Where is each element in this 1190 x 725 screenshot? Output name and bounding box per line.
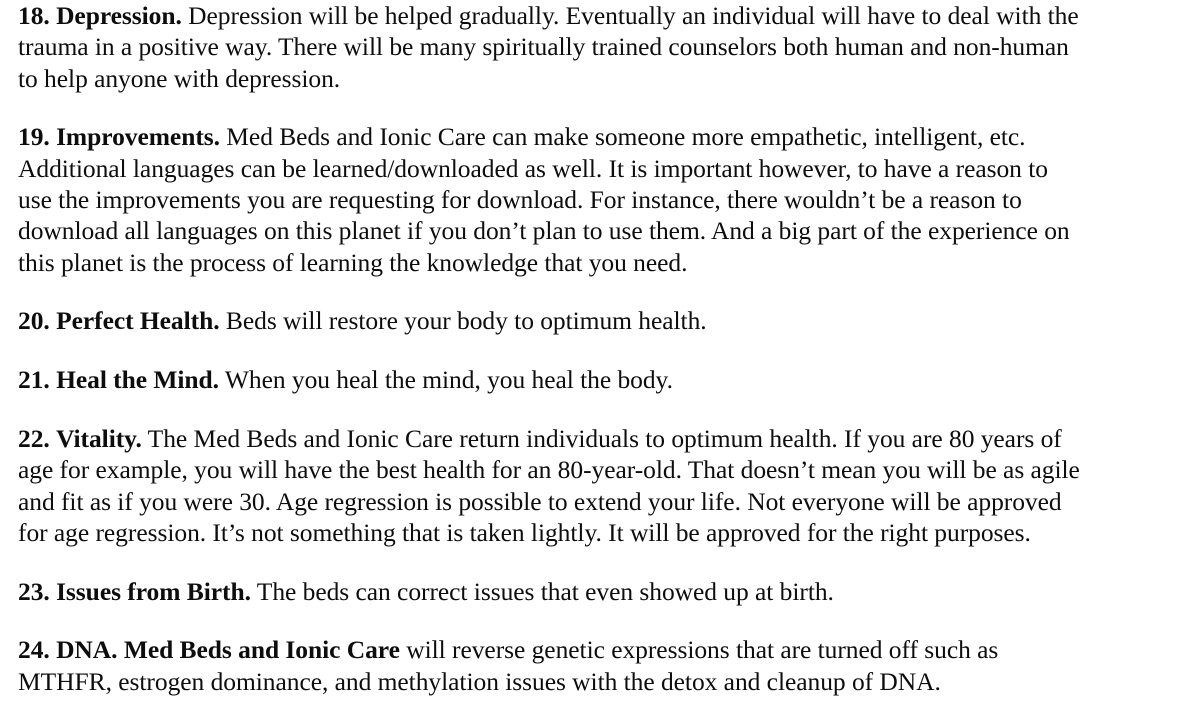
item-number: 24.: [18, 635, 50, 665]
list-item-18: [18, 0, 1190, 94]
item-heading: Vitality.: [56, 423, 142, 453]
list-item-20: [18, 305, 1190, 336]
item-line: MTHFR, estrogen dominance, and methylation issues with the detox and cleanup of DNA.: [18, 666, 941, 696]
item-line: [18, 0, 1190, 31]
item-heading: Perfect Health.: [56, 306, 220, 336]
item-line: [18, 423, 1190, 454]
item-bold-lead: Med Beds and Ionic Care: [123, 635, 400, 665]
item-heading: Depression.: [56, 1, 182, 30]
item-number: 21.: [18, 365, 50, 395]
item-line: age for example, you will have the best health for an 80-year-old. That doesn’t mean you will be as agile: [18, 455, 1080, 485]
item-number: 18.: [18, 1, 50, 30]
item-line: for age regression. It’s not something that is taken lightly. It will be approved for the right purposes.: [18, 517, 1031, 547]
list-item-19: [18, 121, 1190, 277]
item-text: Beds will restore your body to optimum health.: [225, 306, 707, 336]
item-line: [18, 576, 1190, 607]
item-heading: Heal the Mind.: [56, 365, 219, 395]
item-heading: DNA.: [56, 635, 118, 665]
item-line: [18, 121, 1190, 152]
item-line: this planet is the process of learning the knowledge that you need.: [18, 247, 688, 277]
item-line: Additional languages can be learned/downloaded as well. It is important however, to have a reason to: [18, 153, 1048, 183]
item-text: will reverse genetic expressions that are turned off such as: [406, 635, 999, 665]
item-text: The beds can correct issues that even showed up at birth.: [256, 576, 834, 606]
item-heading: Improvements.: [56, 122, 220, 152]
item-number: 23.: [18, 576, 50, 606]
item-line: trauma in a positive way. There will be many spiritually trained counselors both human and non-human: [18, 32, 1069, 62]
list-item-24: [18, 634, 1190, 697]
item-text: The Med Beds and Ionic Care return individuals to optimum health. If you are 80 years of: [147, 423, 1062, 453]
item-number: 19.: [18, 122, 50, 152]
item-line: and fit as if you were 30. Age regression is possible to extend your life. Not everyone will be approved: [18, 486, 1062, 516]
item-number: 22.: [18, 423, 50, 453]
document-page: [18, 0, 1190, 725]
list-item-23: [18, 576, 1190, 607]
item-line: [18, 634, 1190, 665]
item-heading: Issues from Birth.: [56, 576, 251, 606]
item-line: [18, 364, 1190, 395]
item-number: 20.: [18, 306, 50, 336]
item-line: use the improvements you are requesting for download. For instance, there wouldn’t be a reason to: [18, 184, 1022, 214]
list-item-22: [18, 423, 1190, 548]
item-line: [18, 305, 1190, 336]
item-text: When you heal the mind, you heal the body.: [224, 365, 673, 395]
item-text: Med Beds and Ionic Care can make someone more empathetic, intelligent, etc.: [226, 122, 1026, 152]
item-line: to help anyone with depression.: [18, 63, 341, 93]
list-item-21: [18, 364, 1190, 395]
item-line: download all languages on this planet if you don’t plan to use them. And a big part of the experience on: [18, 216, 1070, 246]
item-text: Depression will be helped gradually. Eventually an individual will have to deal with the: [188, 1, 1079, 30]
